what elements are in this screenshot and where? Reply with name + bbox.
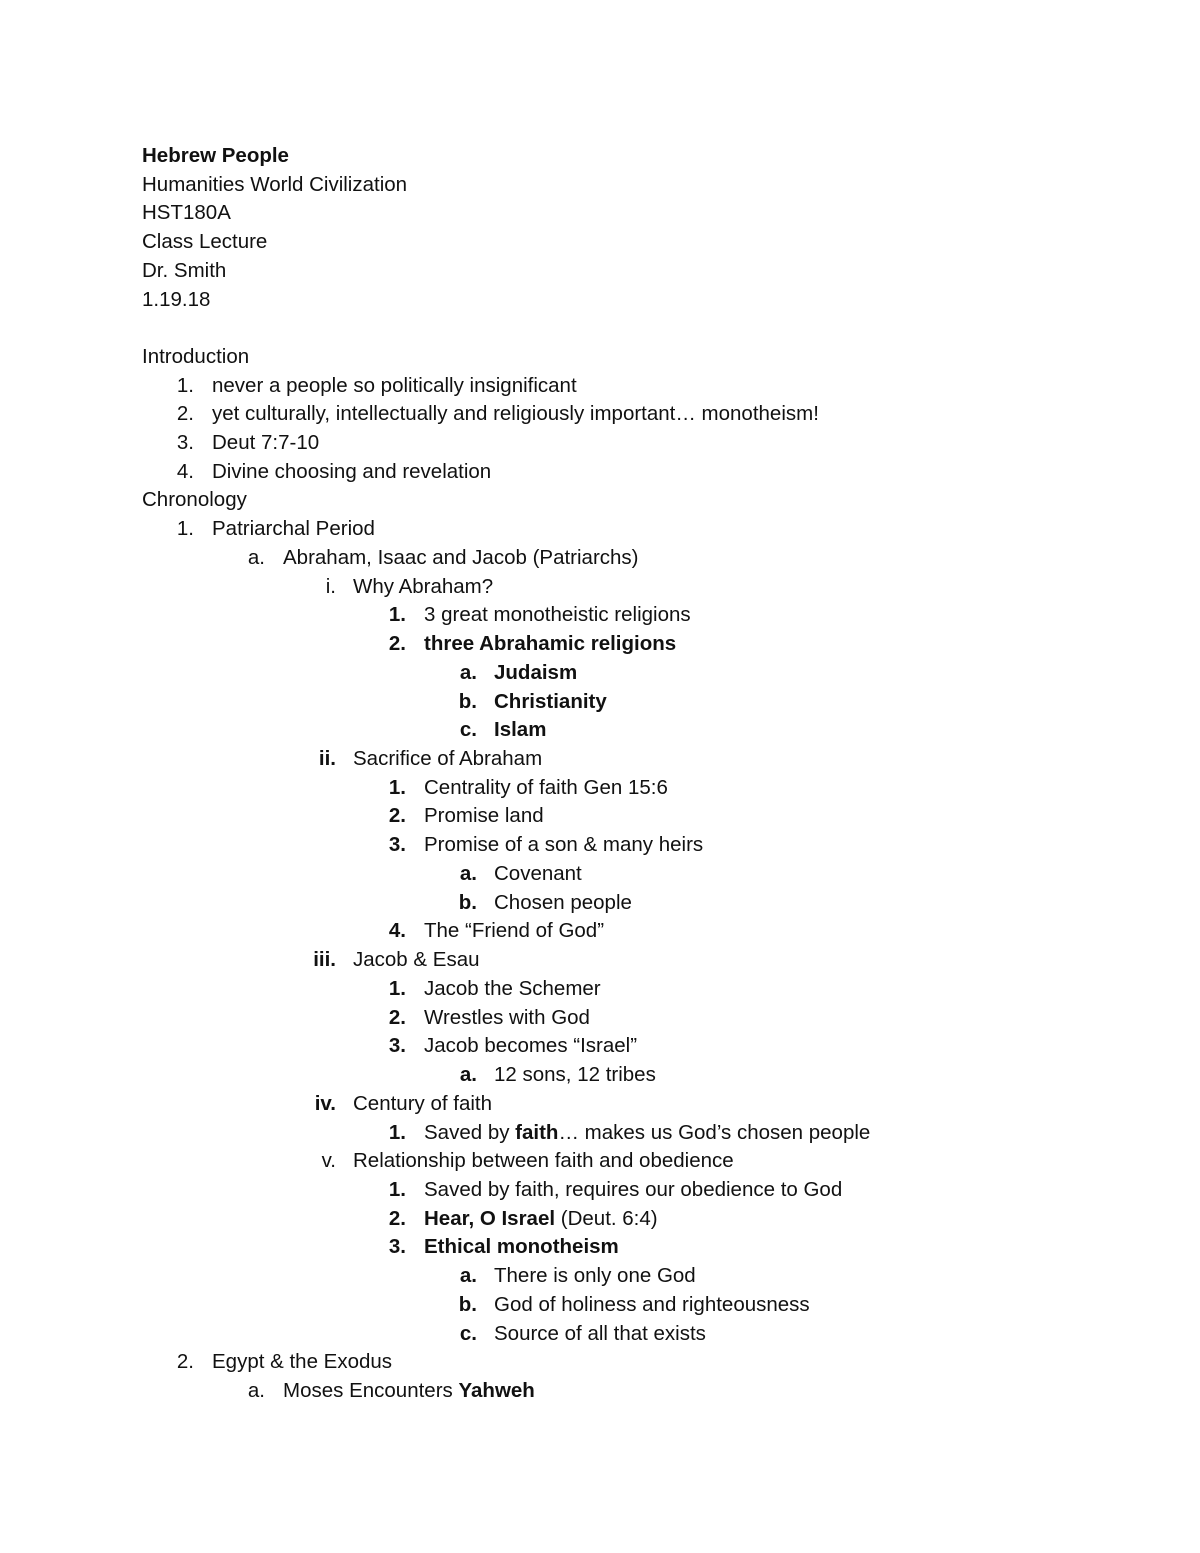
list-marker: b. xyxy=(458,891,477,914)
list-marker: ii. xyxy=(318,747,336,770)
list-item-text: Centrality of faith Gen 15:6 xyxy=(424,776,668,799)
list-item-text: Ethical monotheism xyxy=(424,1235,619,1258)
list-item-text: Covenant xyxy=(494,862,582,885)
list-item-text: God of holiness and righteousness xyxy=(494,1293,810,1316)
list-marker: 3. xyxy=(388,833,406,856)
text-run: … makes us God’s chosen people xyxy=(558,1121,871,1144)
list-item-text xyxy=(424,1119,870,1147)
list-marker: 1. xyxy=(388,776,406,799)
list-marker: a. xyxy=(247,1379,265,1402)
list-item-text: Jacob becomes “Israel” xyxy=(424,1034,638,1057)
list-marker: a. xyxy=(247,546,265,569)
list-item-text: 12 sons, 12 tribes xyxy=(494,1063,656,1086)
list-marker: 2. xyxy=(388,1006,406,1029)
list-item-text: Promise of a son & many heirs xyxy=(424,833,704,856)
list-marker: 1. xyxy=(388,603,406,626)
list-marker: 2. xyxy=(388,1207,406,1230)
list-marker: 4. xyxy=(176,460,194,483)
list-marker: 2. xyxy=(176,1350,194,1373)
chronology-heading: Chronology xyxy=(142,488,247,511)
text-run: (Deut. 6:4) xyxy=(555,1207,658,1230)
lecture-type: Class Lecture xyxy=(142,230,268,253)
list-marker: iii. xyxy=(313,948,336,971)
text-run: Saved by xyxy=(424,1121,516,1144)
list-marker: 4. xyxy=(388,919,406,942)
list-item-text: yet culturally, intellectually and religiously important… monotheism! xyxy=(212,402,819,425)
list-marker: a. xyxy=(459,862,477,885)
list-marker: iv. xyxy=(314,1092,336,1115)
list-item-text: Sacrifice of Abraham xyxy=(353,747,543,770)
list-marker: 1. xyxy=(176,517,194,540)
list-item-text xyxy=(283,1377,535,1405)
list-item-text: Christianity xyxy=(494,690,607,713)
list-marker: 3. xyxy=(176,431,194,454)
list-item-text: never a people so politically insignificant xyxy=(212,374,577,397)
list-item-text: Patriarchal Period xyxy=(212,517,375,540)
list-item-text: Jacob the Schemer xyxy=(424,977,601,1000)
list-item-text xyxy=(424,1205,658,1233)
list-item-text: Deut 7:7-10 xyxy=(212,431,320,454)
introduction-heading: Introduction xyxy=(142,345,250,368)
list-marker: c. xyxy=(459,718,477,741)
list-marker: a. xyxy=(459,1264,477,1287)
list-item-text: Wrestles with God xyxy=(424,1006,590,1029)
course-code: HST180A xyxy=(142,201,231,224)
list-item-text: The “Friend of God” xyxy=(424,919,605,942)
list-item-text: Judaism xyxy=(494,661,578,684)
text-run: Moses Encounters xyxy=(283,1379,459,1402)
list-item-text: There is only one God xyxy=(494,1264,696,1287)
list-marker: i. xyxy=(325,575,336,598)
list-item-text: Islam xyxy=(494,718,547,741)
course-name: Humanities World Civilization xyxy=(142,173,408,196)
list-marker: 2. xyxy=(388,632,406,655)
list-marker: 1. xyxy=(388,1178,406,1201)
list-marker: 3. xyxy=(388,1034,406,1057)
list-item-text: three Abrahamic religions xyxy=(424,632,677,655)
list-item-text: Egypt & the Exodus xyxy=(212,1350,393,1373)
list-marker: 3. xyxy=(388,1235,406,1258)
emphasis-text: faith xyxy=(515,1121,559,1144)
list-marker: v. xyxy=(321,1149,336,1172)
list-marker: 1. xyxy=(388,977,406,1000)
list-item-text: Relationship between faith and obedience xyxy=(353,1149,734,1172)
lecture-date: 1.19.18 xyxy=(142,288,211,311)
list-marker: b. xyxy=(458,690,477,713)
instructor: Dr. Smith xyxy=(142,259,227,282)
list-item-text: Jacob & Esau xyxy=(353,948,480,971)
list-marker: a. xyxy=(459,661,477,684)
list-item-text: Promise land xyxy=(424,804,544,827)
doc-title: Hebrew People xyxy=(142,144,289,167)
list-marker: 1. xyxy=(176,374,194,397)
list-item-text: Century of faith xyxy=(353,1092,493,1115)
list-marker: 2. xyxy=(176,402,194,425)
emphasis-text: Hear, O Israel xyxy=(424,1207,556,1230)
list-item-text: Why Abraham? xyxy=(353,575,494,598)
list-item-text: Abraham, Isaac and Jacob (Patriarchs) xyxy=(283,546,639,569)
list-item-text: 3 great monotheistic religions xyxy=(424,603,691,626)
list-marker: 2. xyxy=(388,804,406,827)
list-marker: c. xyxy=(459,1322,477,1345)
list-item-text: Source of all that exists xyxy=(494,1322,706,1345)
list-marker: b. xyxy=(458,1293,477,1316)
list-marker: 1. xyxy=(388,1121,406,1144)
list-item-text: Divine choosing and revelation xyxy=(212,460,492,483)
emphasis-text: Yahweh xyxy=(458,1379,535,1402)
list-item-text: Chosen people xyxy=(494,891,632,914)
list-marker: a. xyxy=(459,1063,477,1086)
list-item-text: Saved by faith, requires our obedience to God xyxy=(424,1178,843,1201)
